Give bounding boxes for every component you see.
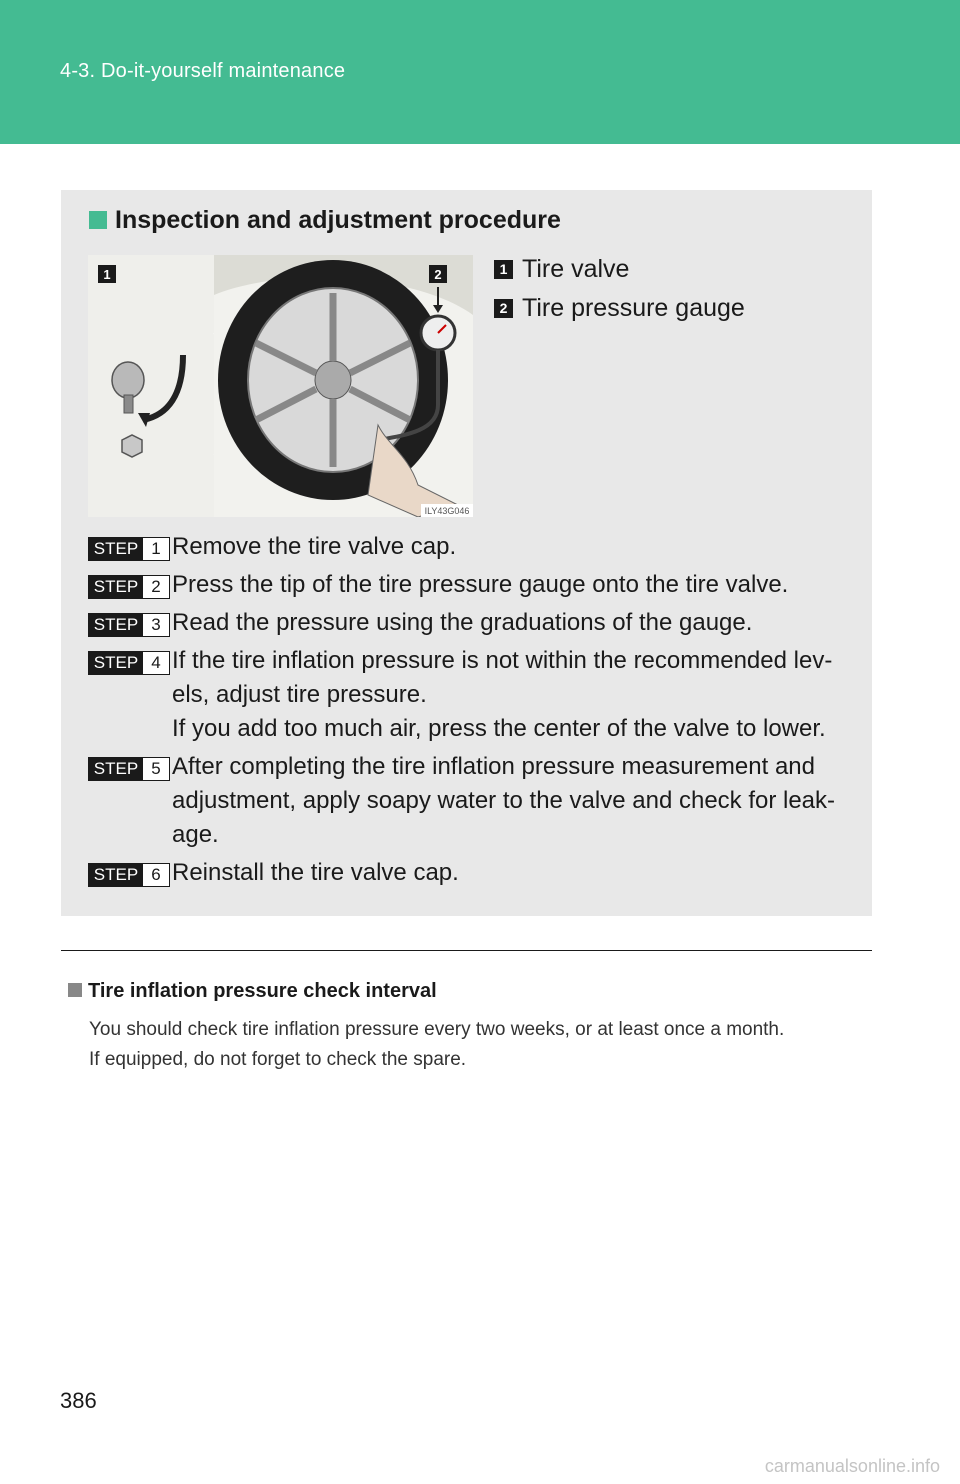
step-text: Reinstall the tire valve cap. bbox=[172, 859, 459, 886]
step-item bbox=[88, 606, 848, 640]
step-item bbox=[88, 750, 848, 852]
legend-item bbox=[494, 250, 745, 289]
step-badge: STEP 1 bbox=[88, 537, 170, 561]
tire-illustration bbox=[88, 255, 473, 517]
callout-2: 2 bbox=[434, 267, 442, 282]
procedure-heading-text: Inspection and adjustment procedure bbox=[115, 206, 561, 234]
figure-legend bbox=[494, 250, 745, 328]
legend-label: Tire valve bbox=[522, 255, 630, 283]
step-badge: STEP 2 bbox=[88, 575, 170, 599]
page-number: 386 bbox=[60, 1388, 97, 1413]
callout-1: 1 bbox=[103, 267, 111, 282]
step-item bbox=[88, 568, 848, 602]
step-text: Press the tip of the tire pressure gauge onto the tire valve. bbox=[172, 571, 789, 598]
step-subtext: If you add too much air, press the center of the valve to lower. bbox=[172, 715, 826, 742]
valve-closeup-panel bbox=[88, 255, 214, 517]
section-header bbox=[0, 0, 960, 144]
square-bullet-icon bbox=[89, 211, 107, 229]
step-item bbox=[88, 530, 848, 564]
figure-code: ILY43G046 bbox=[424, 506, 470, 516]
step-list bbox=[88, 530, 848, 894]
note-heading-text: Tire inflation pressure check interval bbox=[88, 980, 437, 1002]
legend-number: 1 bbox=[494, 260, 513, 279]
step-item bbox=[88, 644, 848, 746]
legend-item bbox=[494, 289, 745, 328]
note-body bbox=[68, 1015, 868, 1075]
step-badge: STEP 6 bbox=[88, 863, 170, 887]
step-badge: STEP 3 bbox=[88, 613, 170, 637]
step-item bbox=[88, 856, 848, 890]
procedure-heading bbox=[89, 206, 561, 235]
step-text: Read the pressure using the graduations of the gauge. bbox=[172, 609, 753, 636]
note-heading bbox=[68, 980, 868, 1003]
watermark: carmanualsonline.info bbox=[764, 1456, 940, 1476]
step-text: After completing the tire inflation pressure measurement and adjustment, apply soapy water to the valve and check for leak-age. bbox=[172, 753, 836, 848]
legend-number: 2 bbox=[494, 299, 513, 318]
step-badge: STEP 5 bbox=[88, 757, 170, 781]
step-badge: STEP 4 bbox=[88, 651, 170, 675]
legend-label: Tire pressure gauge bbox=[522, 294, 745, 322]
section-title: 4-3. Do-it-yourself maintenance bbox=[60, 60, 346, 82]
note-line: You should check tire inflation pressure every two weeks, or at least once a month. bbox=[89, 1019, 785, 1040]
step-text: Remove the tire valve cap. bbox=[172, 533, 457, 560]
square-bullet-icon bbox=[68, 983, 82, 997]
note-line: If equipped, do not forget to check the spare. bbox=[89, 1049, 467, 1070]
procedure-box bbox=[61, 190, 872, 916]
step-text: If the tire inflation pressure is not within the recommended lev-els, adjust tire pressure. bbox=[172, 647, 833, 708]
tire-valve-figure bbox=[88, 255, 473, 517]
divider bbox=[61, 950, 872, 951]
note-section bbox=[68, 980, 868, 1075]
